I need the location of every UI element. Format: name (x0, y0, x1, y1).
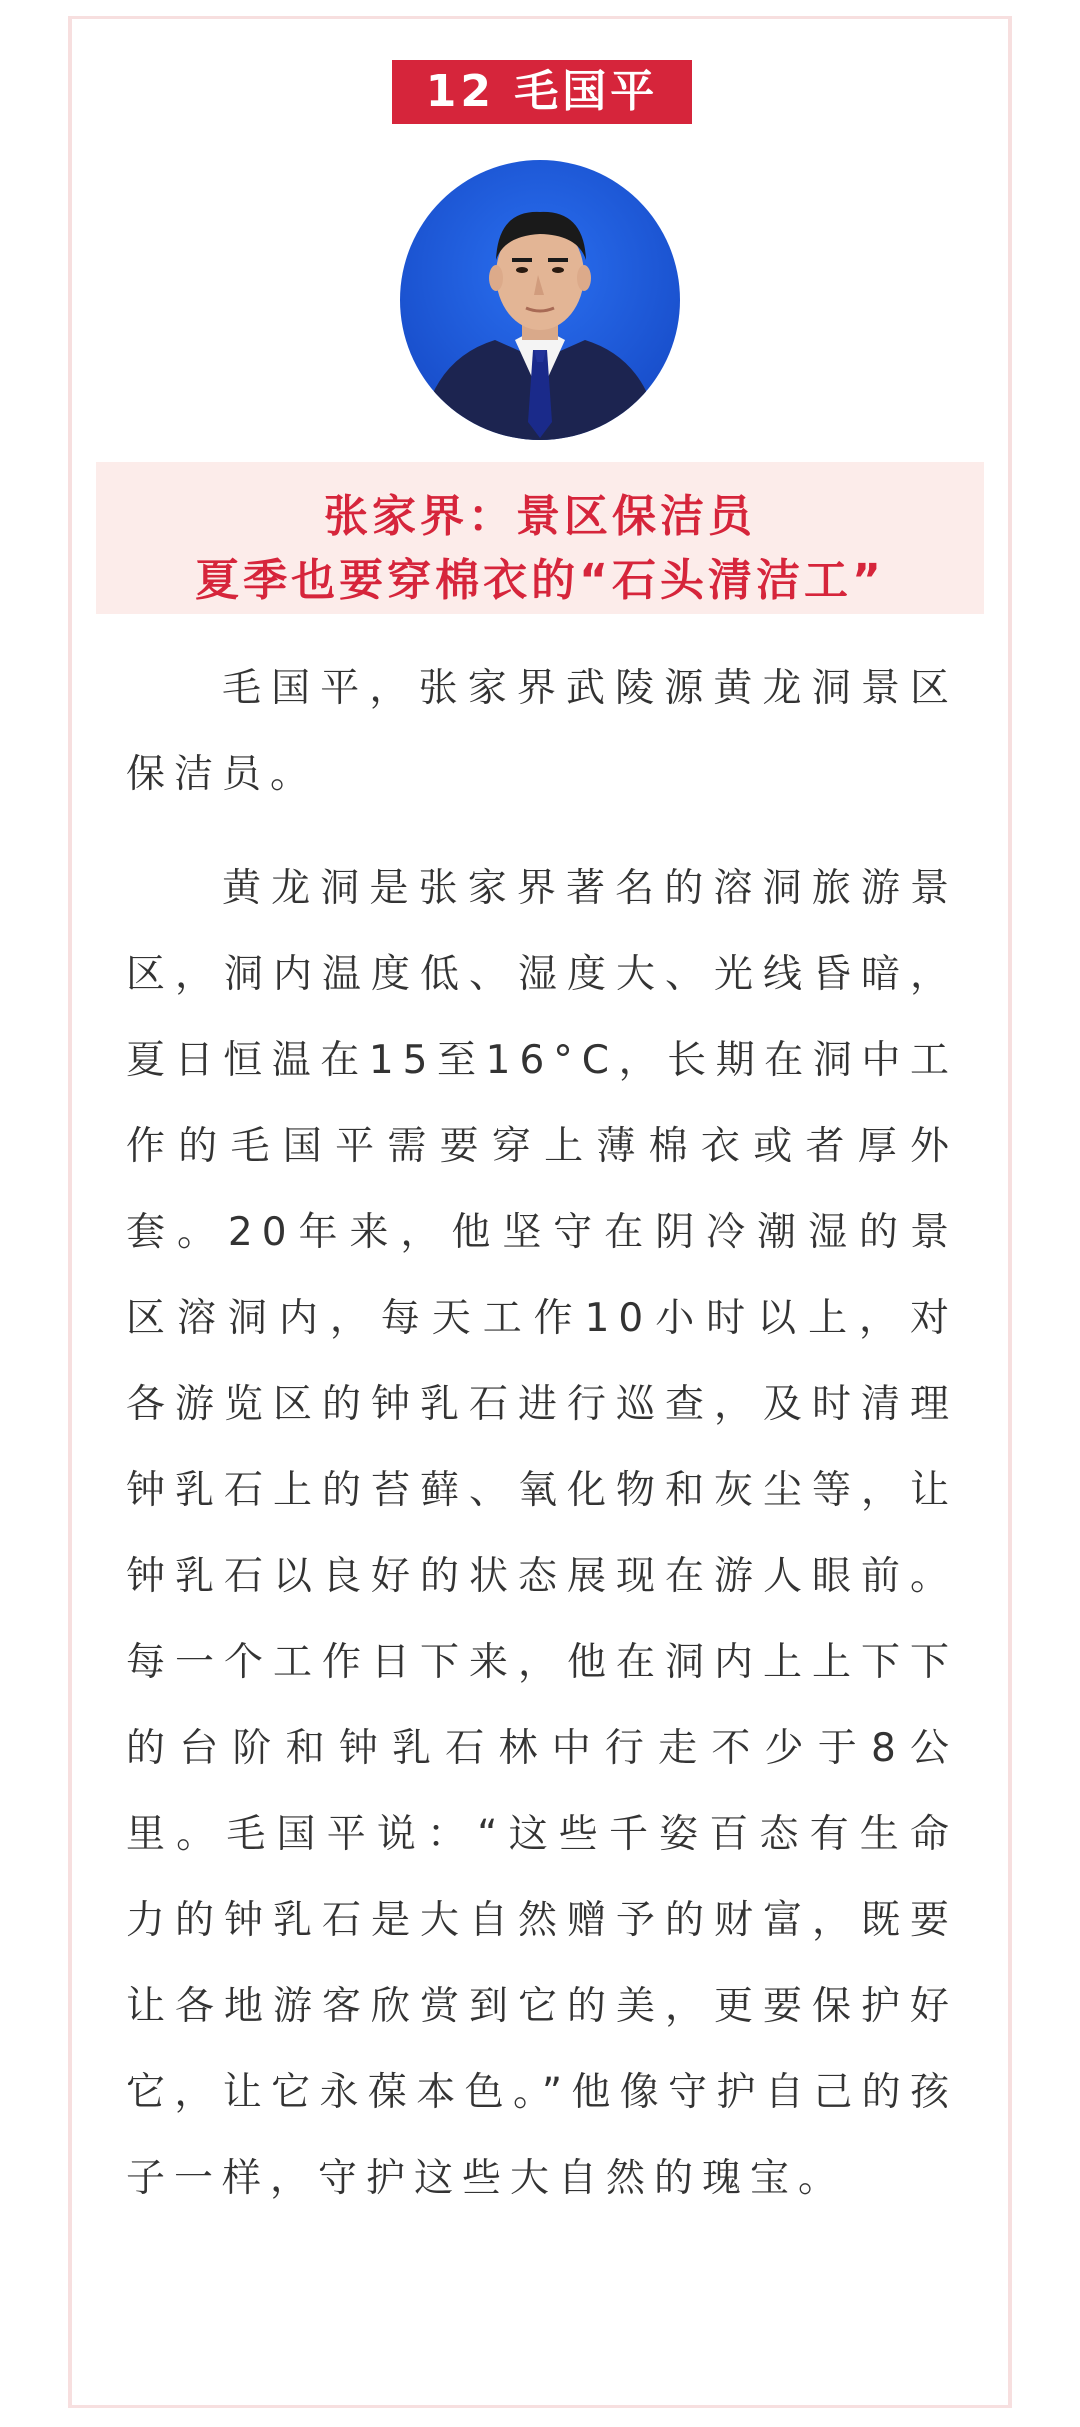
headline-line-2: 夏季也要穿棉衣的“石头清洁工” (195, 555, 885, 606)
headline-line-1: 张家界：景区保洁员 (324, 491, 756, 542)
headline-banner (96, 462, 984, 614)
article-paragraph-1: 毛国平，张家界武陵源黄龙洞景区保洁员。 (126, 666, 958, 797)
portrait-photo (400, 160, 680, 440)
article-body (126, 646, 958, 2250)
portrait-illustration (400, 160, 680, 440)
person-number-badge: 12 毛国平 (392, 60, 692, 124)
article-paragraph-2: 黄龙洞是张家界著名的溶洞旅游景区，洞内温度低、湿度大、光线昏暗，夏日恒温在15至16°C，长期在洞中工作的毛国平需要穿上薄棉衣或者厚外套。20年来，他坚守在阴冷潮湿的景区溶洞内，每天工作10小时以上，对各游览区的钟乳石进行巡查，及时清理钟乳石上的苔藓、氧化物和灰尘等，让钟乳石以良好的状态展现在游人眼前。每一个工作日下来，他在洞内上上下下的台阶和钟乳石林中行走不少于8公里。毛国平说：“这些千姿百态有生命力的钟乳石是大自然赠予的财富，既要让各地游客欣赏到它的美，更要保护好它，让它永葆本色。”他像守护自己的孩子一样，守护这些大自然的瑰宝。 (126, 866, 958, 2201)
